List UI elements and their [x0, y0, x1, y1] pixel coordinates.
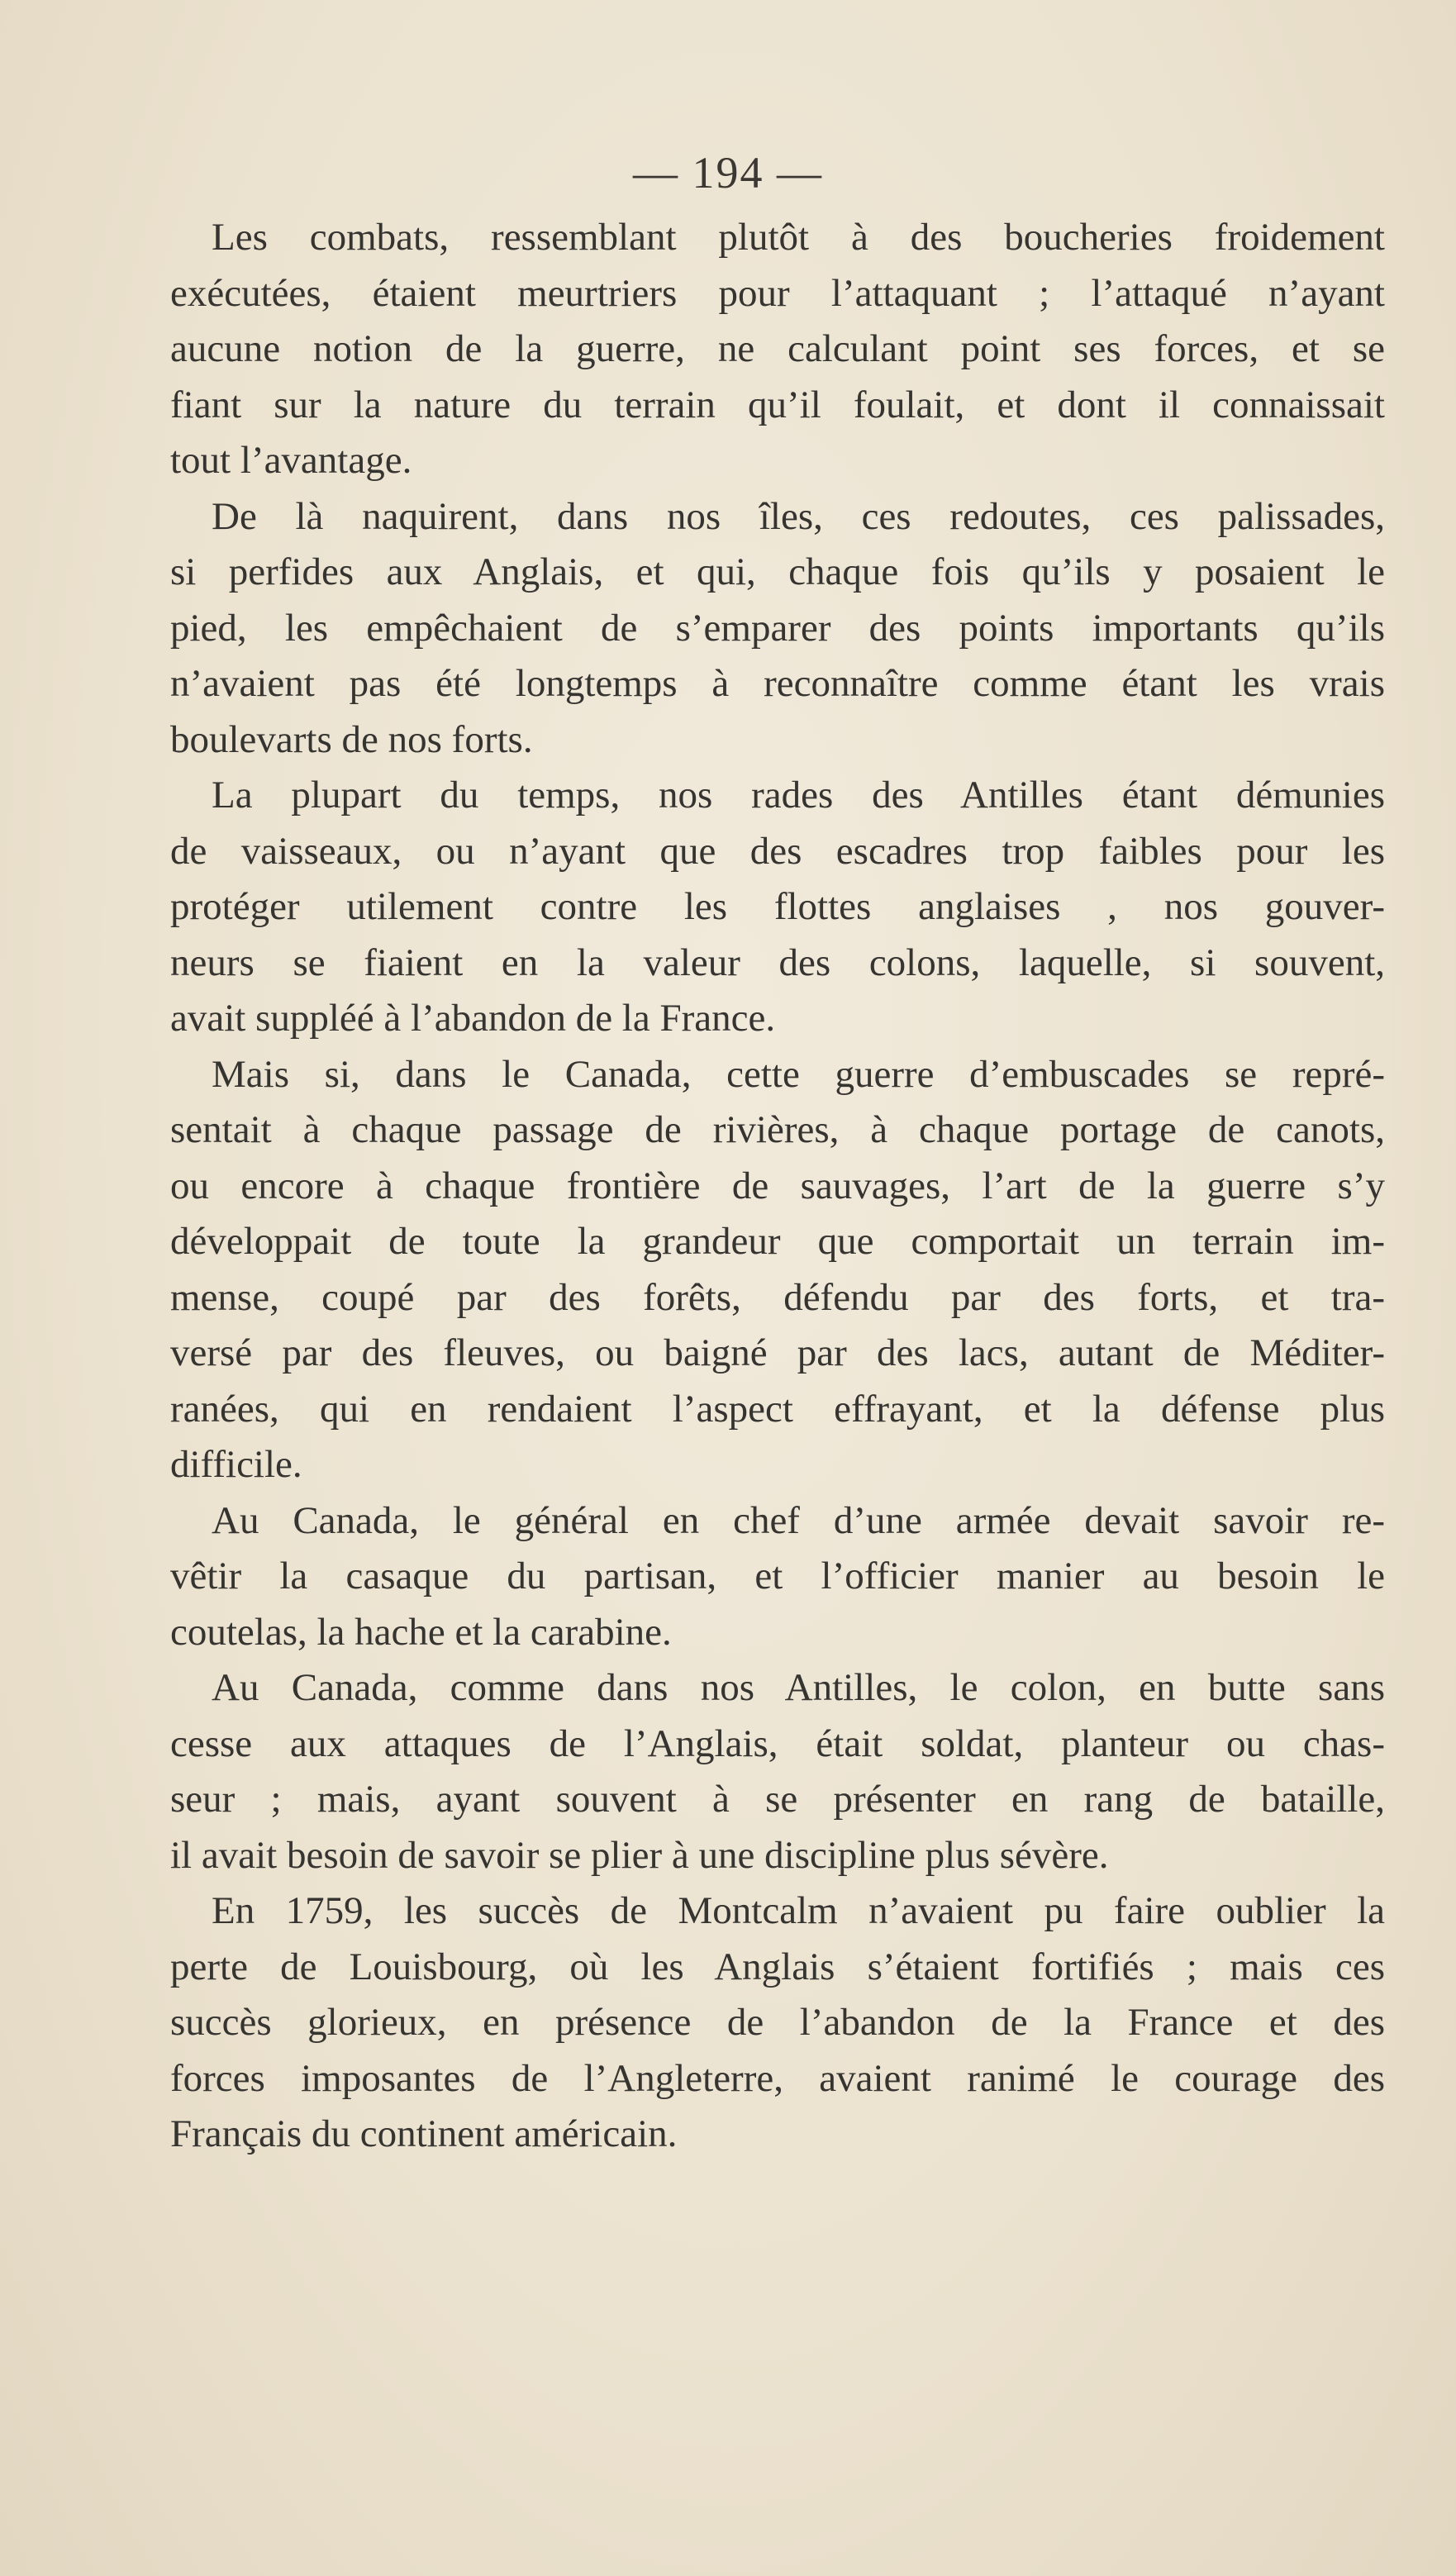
text-line: aucune notion de la guerre, ne calculant point ses forces, et se — [170, 327, 1385, 370]
text-line: coutelas, la hache et la carabine. — [170, 1610, 672, 1654]
text-line: forces imposantes de l’Angleterre, avaient ranimé le courage des — [170, 2056, 1385, 2100]
text-line: il avait besoin de savoir se plier à une discipline plus sévère. — [170, 1833, 1109, 1877]
text-line: Au Canada, le général en chef d’une armée devait savoir re- — [212, 1498, 1385, 1542]
paragraph-antilles — [170, 768, 1385, 1047]
text-line: vêtir la casaque du partisan, et l’officier manier au besoin le — [170, 1555, 1385, 1598]
text-line: mense, coupé par des forêts, défendu par des forts, et tra- — [170, 1275, 1385, 1319]
paragraph-general — [170, 1493, 1385, 1661]
text-line: si perfides aux Anglais, et qui, chaque fois qu’ils y posaient le — [170, 550, 1385, 593]
text-line: Mais si, dans le Canada, cette guerre d’embuscades se repré- — [212, 1052, 1385, 1096]
text-line: pied, les empêchaient de s’emparer des points importants qu’ils — [170, 606, 1385, 650]
text-line: sentait à chaque passage de rivières, à chaque portage de canots, — [170, 1108, 1385, 1151]
text-line: cesse aux attaques de l’Anglais, était soldat, planteur ou chas- — [170, 1721, 1385, 1765]
paragraph-1759 — [170, 1883, 1385, 2163]
text-line: avait suppléé à l’abandon de la France. — [170, 997, 776, 1040]
text-line: Français du continent américain. — [170, 2112, 678, 2155]
paragraph-redoutes — [170, 489, 1385, 769]
text-line: n’avaient pas été longtemps à reconnaître comme étant les vrais — [170, 662, 1385, 705]
text-line: tout l’avantage. — [170, 439, 412, 482]
text-line: Au Canada, comme dans nos Antilles, le colon, en butte sans — [212, 1666, 1385, 1709]
paragraph-canada-guerre — [170, 1047, 1385, 1493]
text-line: difficile. — [170, 1443, 302, 1486]
text-line: versé par des fleuves, ou baigné par des lacs, autant de Méditer- — [170, 1331, 1385, 1374]
text-line: de vaisseaux, ou n’ayant que des escadres trop faibles pour les — [170, 829, 1385, 873]
text-line: développait de toute la grandeur que comportait un terrain im- — [170, 1220, 1385, 1263]
paragraph-colon — [170, 1660, 1385, 1883]
text-line: Les combats, ressemblant plutôt à des boucheries froidement — [212, 216, 1385, 259]
text-line: De là naquirent, dans nos îles, ces redoutes, ces palissades, — [212, 494, 1385, 538]
text-line: succès glorieux, en présence de l’abandon de la France et des — [170, 2001, 1385, 2044]
text-line: exécutées, étaient meurtriers pour l’attaquant ; l’attaqué n’ayant — [170, 271, 1385, 315]
body-text — [170, 210, 1385, 2163]
page-number: — 194 — — [633, 148, 823, 198]
text-line: ranées, qui en rendaient l’aspect effrayant, et la défense plus — [170, 1387, 1385, 1431]
text-line: neurs se fiaient en la valeur des colons, laquelle, si souvent, — [170, 940, 1385, 984]
text-line: protéger utilement contre les flottes anglaises , nos gouver- — [170, 885, 1385, 928]
text-line: perte de Louisbourg, où les Anglais s’étaient fortifiés ; mais ces — [170, 1945, 1385, 1988]
paragraph-combats — [170, 210, 1385, 489]
text-line: fiant sur la nature du terrain qu’il foulait, et dont il connaissait — [170, 383, 1385, 426]
text-line: boulevarts de nos forts. — [170, 717, 533, 761]
text-line: seur ; mais, ayant souvent à se présenter en rang de bataille, — [170, 1778, 1385, 1821]
text-line: ou encore à chaque frontière de sauvages, l’art de la guerre s’y — [170, 1164, 1385, 1207]
text-line: En 1759, les succès de Montcalm n’avaient pu faire oublier la — [212, 1889, 1385, 1932]
text-line: La plupart du temps, nos rades des Antilles étant démunies — [212, 774, 1385, 817]
